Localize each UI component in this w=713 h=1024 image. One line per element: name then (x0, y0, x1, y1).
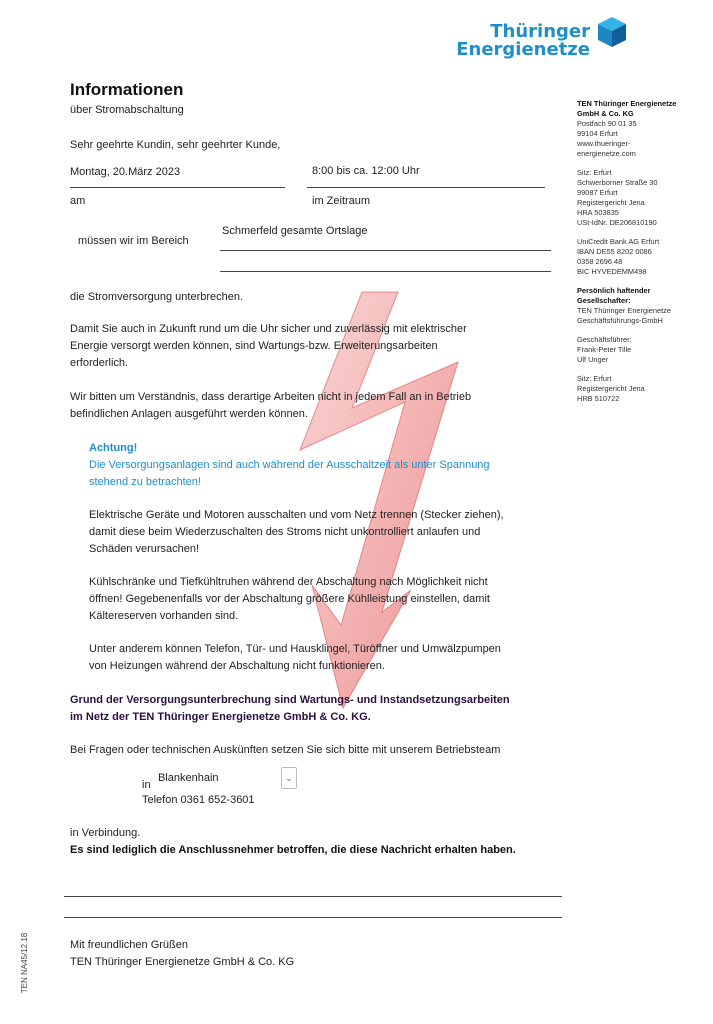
date-value: Montag, 20.März 2023 (70, 166, 181, 178)
signature-line-2 (64, 917, 562, 918)
sidebar-addr-l3: www.thueringer- (577, 139, 631, 148)
sidebar-seat-l5: HRA 503835 (577, 208, 619, 217)
note3-line2: von Heizungen während der Abschaltung nicht funktionieren. (89, 660, 385, 672)
sidebar-reg-l1: Sitz: Erfurt (577, 374, 612, 383)
location-select-value: Blankenhain (158, 772, 219, 784)
sidebar-partner-h2: Gesellschafter: (577, 296, 631, 305)
contact-intro: Bei Fragen oder technischen Auskünften setzen Sie sich bitte mit unserem Betriebsteam (70, 744, 501, 756)
area-value: Schmerfeld gesamte Ortslage (222, 225, 368, 237)
sidebar-seat-l6: USt-IdNr. DE206810190 (577, 218, 657, 227)
reason-line2: im Netz der TEN Thüringer Energienetze GmbH & Co. KG. (70, 711, 371, 723)
sidebar-bank-l4: BIC HYVEDEMM498 (577, 267, 647, 276)
sidebar-reg-l2: Registergericht Jena (577, 384, 645, 393)
page-subtitle: über Stromabschaltung (70, 104, 184, 116)
area-underline-2 (220, 271, 551, 272)
warning-line2: stehend zu betrachten! (89, 476, 201, 488)
interrupt-text: die Stromversorgung unterbrechen. (70, 291, 244, 303)
reason-line1: Grund der Versorgungsunterbrechung sind Wartungs- und Instandsetzungsarbeiten (70, 694, 510, 706)
sidebar-md-l2: Frank-Peter Tille (577, 345, 632, 354)
contact-phone: Telefon 0361 652-3601 (142, 794, 255, 806)
company-logo (440, 23, 590, 59)
sidebar-seat-l4: Registergericht Jena (577, 198, 645, 207)
affected-notice: Es sind lediglich die Anschlussnehmer betroffen, die diese Nachricht erhalten haben. (70, 844, 516, 856)
location-select[interactable] (156, 767, 296, 789)
para2-line1: Wir bitten um Verständnis, dass derartige Arbeiten nicht in jedem Fall an in Betrieb (70, 391, 472, 403)
page-title: Informationen (70, 80, 184, 99)
sidebar-company-info (577, 99, 707, 413)
note1-line1: Elektrische Geräte und Motoren ausschalten und vom Netz trennen (Stecker ziehen), (89, 509, 504, 521)
signature-line-1 (64, 896, 562, 897)
greeting: Sehr geehrte Kundin, sehr geehrter Kunde, (70, 139, 281, 151)
note2-line2: öffnen! Gegebenenfalls vor der Abschaltung größere Kühlleistung einstellen, damit (89, 593, 490, 605)
sidebar-reg-l3: HRB 510722 (577, 394, 620, 403)
regards: Mit freundlichen Grüßen (70, 939, 188, 951)
time-label: im Zeitraum (312, 195, 371, 207)
signoff-company: TEN Thüringer Energienetze GmbH & Co. KG (70, 956, 295, 968)
chevron-down-icon[interactable]: ⌄ (281, 767, 297, 789)
sidebar-bank-l2: IBAN DE55 8202 0086 (577, 247, 652, 256)
sidebar-addr-l4: energienetze.com (577, 149, 636, 158)
sidebar-md-l1: Geschäftsführer: (577, 335, 632, 344)
note3-line1: Unter anderem können Telefon, Tür- und Hausklingel, Türöffner und Umwälzpumpen (89, 643, 501, 655)
date-underline (70, 187, 285, 188)
note1-line3: Schäden verursachen! (89, 543, 200, 555)
sidebar-company-l2: GmbH & Co. KG (577, 109, 634, 118)
contact-in-label: in (142, 779, 151, 791)
form-code: TEN NA45/12.18 (20, 932, 29, 994)
sidebar-partner-l1: TEN Thüringer Energienetze (577, 306, 671, 315)
time-underline (307, 187, 545, 188)
warning-line1: Die Versorgungsanlagen sind auch während der Ausschaltzeit als unter Spannung (89, 459, 490, 471)
sidebar-company-l1: TEN Thüringer Energienetze (577, 99, 677, 108)
sidebar-seat-l1: Sitz: Erfurt (577, 168, 612, 177)
logo-line2: Energienetze (456, 39, 590, 60)
sidebar-partner-l2: Geschäftsführungs-GmbH (577, 316, 663, 325)
para1-line2: Energie versorgt werden können, sind Wartungs-bzw. Erweiterungsarbeiten (70, 340, 438, 352)
area-label: müssen wir im Bereich (78, 235, 189, 247)
note2-line3: Kältereserven vorhanden sind. (89, 610, 239, 622)
note2-line1: Kühlschränke und Tiefkühltruhen während der Abschaltung nach Möglichkeit nicht (89, 576, 488, 588)
time-value: 8:00 bis ca. 12:00 Uhr (312, 165, 420, 177)
para1-line3: erforderlich. (70, 357, 129, 369)
contact-closing: in Verbindung. (70, 827, 141, 839)
area-underline-1 (220, 250, 551, 251)
sidebar-addr-l2: 99104 Erfurt (577, 129, 618, 138)
sidebar-md-l3: Ulf Unger (577, 355, 609, 364)
sidebar-bank-l3: 0358 2696 48 (577, 257, 623, 266)
note1-line2: damit diese beim Wiederzuschalten des Stroms nicht unkontrolliert anlaufen und (89, 526, 481, 538)
date-label: am (70, 195, 86, 207)
logo-cube-icon (596, 15, 628, 49)
logo-line1: Thüringer (490, 21, 590, 42)
para2-line2: befindlichen Anlagen ausgeführt werden können. (70, 408, 308, 420)
sidebar-seat-l3: 99087 Erfurt (577, 188, 618, 197)
sidebar-partner-h1: Persönlich haftender (577, 286, 651, 295)
warning-heading: Achtung! (89, 442, 138, 454)
para1-line1: Damit Sie auch in Zukunft rund um die Uhr sicher und zuverlässig mit elektrischer (70, 323, 467, 335)
sidebar-seat-l2: Schwerborner Straße 30 (577, 178, 658, 187)
sidebar-addr-l1: Postfach 90 01 35 (577, 119, 637, 128)
sidebar-bank-l1: UniCredit Bank AG Erfurt (577, 237, 660, 246)
